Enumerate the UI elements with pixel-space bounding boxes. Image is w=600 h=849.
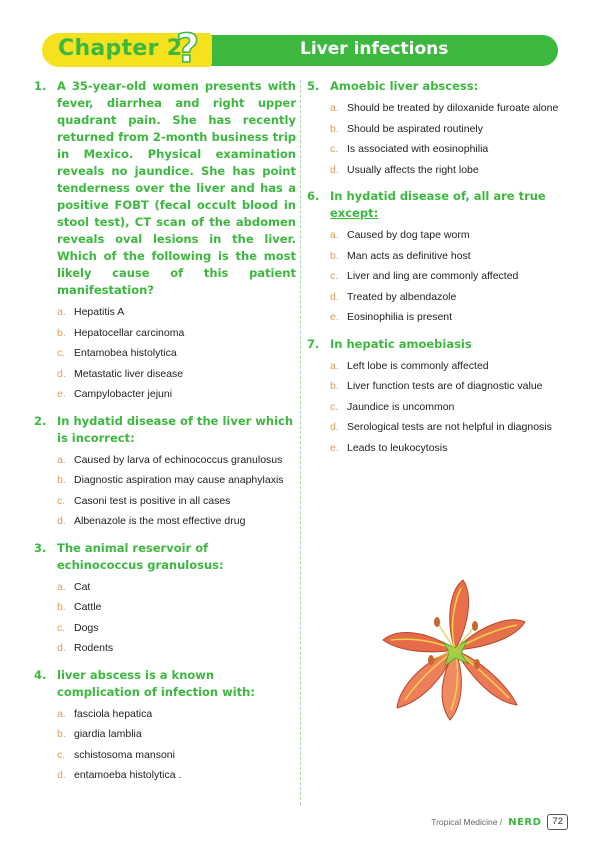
option-letter: c. [57,621,66,634]
question-text: A 35-year-old women presents with fever, diarrhea and right upper quadrant pain. She has recently returned from 2-month business trip in Mexico. Physical examination reveals no jaundice. She has point tenderness over the liver and has a positive FOBT (fecal occult blood in stool test), CT scan of the abdomen reveals oval lesions in the liver. Which of the following is the most likely cause of this patient manifestation? [57,79,296,297]
option-letter: c. [330,270,339,282]
option-b[interactable] [330,378,569,395]
option-text: Serological tests are not helpful in diagnosis [347,421,552,433]
option-d[interactable] [330,419,569,436]
option-list [34,706,296,784]
question-7 [307,336,569,457]
option-letter: d. [57,515,66,527]
option-d[interactable] [57,767,296,784]
option-text: Liver function tests are of diagnostic value [347,380,543,392]
option-letter: e. [330,311,339,323]
option-letter: d. [57,367,66,380]
option-letter: b. [57,326,66,339]
option-text: Liver and ling are commonly affected [347,270,519,282]
option-text: Is associated with eosinophilia [347,143,489,155]
option-text: Should be treated by diloxanide furoate alone [347,102,559,114]
chapter-badge [42,26,212,72]
option-a[interactable] [57,304,296,321]
option-letter: d. [330,290,339,303]
option-d[interactable] [57,366,296,383]
question-text: liver abscess is a known complication of infection with: [57,667,255,699]
option-list [34,579,296,657]
option-e[interactable] [330,309,569,326]
option-letter: c. [330,143,339,155]
option-c[interactable] [330,268,569,285]
nerd-logo: NERD [508,816,542,828]
question-1 [34,78,296,403]
option-list [34,304,296,403]
option-text: Left lobe is commonly affected [347,359,489,372]
option-letter: c. [57,347,66,359]
right-column [307,78,569,466]
question-text: Amoebic liver abscess: [330,79,479,93]
option-d[interactable] [330,289,569,306]
option-text: Caused by larva of echinococcus granulosus [74,453,283,466]
option-letter: b. [57,601,66,613]
option-text: Should be aspirated routinely [347,122,484,135]
option-b[interactable] [330,248,569,265]
option-letter: b. [57,474,66,486]
option-letter: e. [330,441,339,454]
option-text: Cat [74,580,91,593]
option-e[interactable] [57,386,296,403]
option-letter: c. [57,748,66,761]
option-d[interactable] [57,640,296,657]
option-b[interactable] [57,472,296,489]
option-text: giardia lamblia [74,728,142,740]
option-text: fasciola hepatica [74,707,153,720]
option-letter: b. [330,249,339,262]
option-list [307,100,569,178]
question-stem: In hydatid disease of, all are true [330,189,546,203]
question-5 [307,78,569,178]
option-d[interactable] [330,162,569,179]
option-text: Campylobacter jejuni [74,388,173,400]
option-text: schistosoma mansoni [74,748,175,761]
option-text: Leads to leukocytosis [347,441,448,454]
option-letter: d. [330,421,339,433]
option-text: Caused by dog tape worm [347,229,470,241]
option-list [307,227,569,326]
option-a[interactable] [57,452,296,469]
option-letter: a. [330,102,339,114]
option-b[interactable] [330,121,569,138]
option-c[interactable] [57,747,296,764]
chapter-label: Chapter 2 [58,36,183,61]
chapter-header [42,26,558,72]
option-text: Albenazole is the most effective drug [74,515,246,527]
question-number: 2. [34,413,47,428]
option-letter: a. [57,306,66,318]
option-text: Casoni test is positive in all cases [74,494,231,507]
option-letter: a. [57,707,66,720]
option-text: Dogs [74,621,99,634]
option-text: Cattle [74,601,102,613]
question-number: 7. [307,336,320,351]
option-text: Metastatic liver disease [74,367,184,380]
lily-flower-illustration [380,578,530,728]
question-4 [34,667,296,784]
chapter-title: Liver infections [300,39,449,59]
question-text [330,188,569,222]
option-letter: b. [330,122,339,135]
option-b[interactable] [57,325,296,342]
option-a[interactable] [330,227,569,244]
option-letter: d. [330,163,339,176]
option-a[interactable] [57,579,296,596]
option-text: entamoeba histolytica . [74,769,182,781]
page-footer [431,813,568,831]
option-text: Hepatocellar carcinoma [74,326,185,339]
option-letter: a. [330,359,339,372]
question-text: In hepatic amoebiasis [330,336,472,351]
option-c[interactable] [57,493,296,510]
column-divider [300,80,301,805]
footer-subject: Tropical Medicine / [431,817,503,827]
option-list [34,452,296,530]
option-letter: e. [57,388,66,400]
question-emphasis: except: [330,206,379,220]
option-letter: d. [57,769,66,781]
option-text: Rodents [74,642,114,654]
option-letter: c. [330,400,339,413]
option-letter: b. [330,380,339,392]
option-text: Entamobea histolytica [74,347,177,359]
option-letter: a. [330,229,339,241]
option-a[interactable] [57,706,296,723]
option-text: Diagnostic aspiration may cause anaphylaxis [74,474,284,486]
option-letter: d. [57,642,66,654]
question-2 [34,413,296,530]
left-column [34,78,296,794]
question-number: 3. [34,540,47,555]
question-mark-icon: ? [176,26,200,72]
option-c[interactable] [330,141,569,158]
question-number: 1. [34,79,47,93]
page-number: 72 [547,814,568,830]
option-b[interactable] [57,726,296,743]
option-letter: a. [57,580,66,593]
question-number: 4. [34,667,47,682]
option-d[interactable] [57,513,296,530]
question-number: 6. [307,189,320,203]
option-letter: b. [57,728,66,740]
option-e[interactable] [330,440,569,457]
option-c[interactable] [57,620,296,637]
question-text: The animal reservoir of echinococcus granulosus: [57,540,224,572]
option-letter: c. [57,494,66,507]
question-6 [307,188,569,326]
option-b[interactable] [57,599,296,616]
option-text: Treated by albendazole [347,290,457,303]
option-text: Jaundice is uncommon [347,400,455,413]
option-list [307,358,569,457]
option-a[interactable] [330,358,569,375]
option-letter: a. [57,453,66,466]
option-text: Hepatitis A [74,306,125,318]
option-text: Usually affects the right lobe [347,163,479,176]
option-text: Eosinophilia is present [347,311,453,323]
option-a[interactable] [330,100,569,117]
question-text: In hydatid disease of the liver which is incorrect: [57,413,294,445]
question-3 [34,540,296,657]
option-text: Man acts as definitive host [347,249,471,262]
option-c[interactable] [57,345,296,362]
question-number: 5. [307,79,320,93]
option-c[interactable] [330,399,569,416]
